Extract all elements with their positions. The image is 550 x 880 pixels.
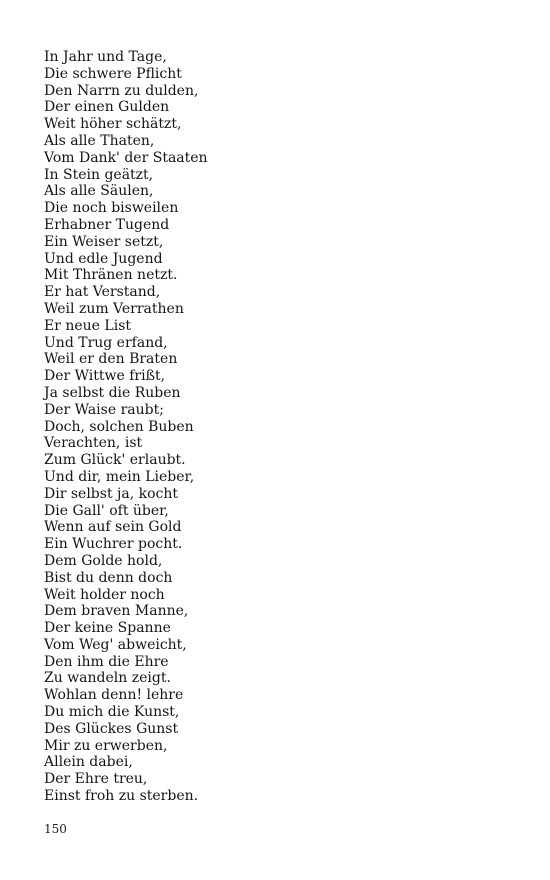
poem-line: Zu wandeln zeigt. <box>44 670 171 687</box>
poem-line: Der Ehre treu, <box>44 771 148 788</box>
poem-line: Vom Dank' der Staaten <box>44 149 208 166</box>
poem-line: Dir selbst ja, kocht <box>44 485 178 502</box>
poem-line: Der einen Gulden <box>44 99 170 116</box>
poem-line: Er hat Verstand, <box>44 284 161 301</box>
poem-line: Den Narrn zu dulden, <box>44 82 199 99</box>
poem-line: Dem braven Manne, <box>44 603 189 620</box>
poem-line: Und edle Jugend <box>44 250 163 267</box>
poem-line: Ja selbst die Ruben <box>44 384 181 401</box>
poem-line: Weit höher schätzt, <box>44 116 182 133</box>
poem-line: Einst froh zu sterben. <box>44 788 199 805</box>
poem-line: Weit holder noch <box>44 586 165 603</box>
poem-line: In Stein geätzt, <box>44 166 154 183</box>
poem-line: Weil zum Verrathen <box>44 300 184 317</box>
poem-line: Als alle Thaten, <box>44 132 155 149</box>
poem-line: Dem Golde hold, <box>44 552 163 569</box>
poem-line: Mir zu erwerben, <box>44 737 168 754</box>
poem-line: Des Glückes Gunst <box>44 720 179 737</box>
poem-line: Zum Glück' erlaubt. <box>44 452 186 469</box>
poem-line: Wenn auf sein Gold <box>44 519 182 536</box>
poem-line: Wohlan denn! lehre <box>44 687 184 704</box>
poem-text <box>44 49 208 805</box>
page-number: 150 <box>44 822 67 836</box>
poem-line: Der Wittwe frißt, <box>44 368 166 385</box>
poem-line: Und Trug erfand, <box>44 334 168 351</box>
poem-line: Den ihm die Ehre <box>44 653 169 670</box>
poem-line: In Jahr und Tage, <box>44 49 167 65</box>
poem-line: Verachten, ist <box>44 435 143 452</box>
poem-line: Allein dabei, <box>44 754 133 771</box>
poem-line: Und dir, mein Lieber, <box>44 468 195 485</box>
poem-line: Vom Weg' abweicht, <box>44 636 187 653</box>
poem-line: Ein Wuchrer pocht. <box>44 536 183 553</box>
poem-line: Die Gall' oft über, <box>44 502 169 519</box>
poem-line: Der keine Spanne <box>44 620 171 637</box>
poem-line: Mit Thränen netzt. <box>44 267 178 284</box>
poem-line: Er neue List <box>44 317 132 334</box>
poem-line: Bist du denn doch <box>44 569 173 586</box>
poem-line: Du mich die Kunst, <box>44 704 180 721</box>
poem-line: Als alle Säulen, <box>44 183 154 200</box>
poem-line: Die schwere Pflicht <box>44 65 182 82</box>
poem-line: Der Waise raubt; <box>44 401 164 418</box>
poem-line: Erhabner Tugend <box>44 216 170 233</box>
poem-line: Die noch bisweilen <box>44 200 179 217</box>
poem-line: Doch, solchen Buben <box>44 418 194 435</box>
poem-line: Ein Weiser setzt, <box>44 233 164 250</box>
poem-line: Weil er den Braten <box>44 351 178 368</box>
